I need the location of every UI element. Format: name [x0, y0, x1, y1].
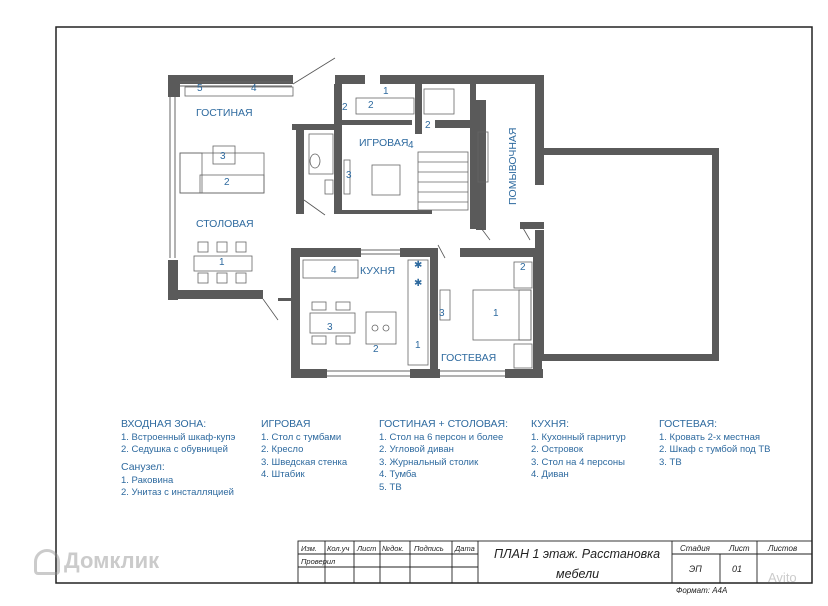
legend-item: 5. ТВ [379, 481, 402, 493]
legend-item: 1. Раковина [121, 474, 174, 486]
legend-item: 2. Унитаз с инсталляцией [121, 487, 234, 498]
marker-3-living: 3 [220, 151, 226, 162]
marker-2-entry: 2 [342, 102, 348, 113]
watermark-domclick-text: Домклик [64, 548, 160, 573]
tb-format: Формат: А4А [676, 586, 728, 595]
legend-item: 2. Угловой диван [379, 444, 454, 455]
marker-3-play: 3 [346, 170, 352, 181]
tb-stadia-header: Стадия [680, 544, 710, 553]
tb-title-line2: мебели [556, 567, 600, 581]
legend-living [379, 418, 508, 494]
tb-list: Лист [357, 544, 377, 553]
marker-1-kitchen: 1 [415, 340, 421, 351]
marker-1-play: 1 [383, 86, 389, 97]
legend-item: 4. Штабик [261, 469, 305, 480]
legend-bath-title: Санузел: [121, 461, 165, 473]
tb-title-line1: ПЛАН 1 этаж. Расстановка [494, 547, 661, 561]
legend-item: 4. Диван [531, 469, 569, 480]
legend-item: 2. Кресло [261, 444, 304, 455]
legend-item: 3. ТВ [659, 456, 682, 468]
legend-item: 1. Кухонный гарнитур [531, 431, 626, 443]
tb-data: Дата [455, 544, 475, 553]
marker-4-living: 4 [251, 83, 257, 94]
marker-2-living: 2 [224, 177, 230, 188]
legend-item: 2. Островок [531, 444, 583, 455]
marker-1-guest: 1 [493, 308, 499, 319]
marker-3-kitchen: 3 [327, 322, 333, 333]
room-play: ИГРОВАЯ [359, 137, 409, 149]
hood-icons [414, 260, 422, 289]
room-guest: ГОСТЕВАЯ [441, 352, 497, 364]
watermark-avito [768, 570, 797, 585]
legend-guest-title: ГОСТЕВАЯ: [659, 418, 718, 430]
legend-kitchen [531, 418, 626, 482]
marker-2-play: 2 [368, 100, 374, 111]
tb-list-header: Лист [729, 544, 750, 553]
legend-play [261, 418, 347, 482]
legend-bath [121, 461, 234, 500]
tb-izm: Изм. [301, 544, 317, 553]
room-laundry: ПОМЫВОЧНАЯ [507, 127, 519, 205]
marker-4-play: 4 [408, 140, 414, 151]
watermark-avito-text: Avito [768, 570, 797, 585]
tb-kol: Кол.уч [327, 544, 350, 553]
legend-item: 3. Стол на 4 персоны [531, 456, 625, 468]
legend-item: 1. Стол с тумбами [261, 431, 342, 443]
legend-item: 1. Встроенный шкаф-купэ [121, 431, 236, 443]
legend-living-title: ГОСТИНАЯ + СТОЛОВАЯ: [379, 418, 509, 430]
svg-text:✱: ✱ [414, 278, 423, 289]
legend-guest [659, 418, 771, 469]
legend-kitchen-title: КУХНЯ: [531, 418, 569, 430]
legend-item: 4. Тумба [379, 469, 417, 480]
tb-stadia: ЭП [689, 564, 702, 574]
legend-item: 3. Шведская стенка [261, 456, 348, 468]
marker-4-kitchen: 4 [331, 265, 337, 276]
room-dining: СТОЛОВАЯ [196, 218, 254, 230]
legend-item: 2. Седушка с обувницей [121, 444, 228, 455]
legend-item: 3. Журнальный столик [379, 456, 479, 468]
marker-2-kitchen: 2 [373, 344, 379, 355]
house-logo-icon [34, 549, 60, 575]
marker-5: 5 [197, 83, 203, 94]
legend-entry [121, 418, 235, 457]
tb-proveril: Проверил [301, 557, 336, 566]
marker-3-guest: 3 [439, 308, 445, 319]
tb-ndok: №док. [382, 544, 405, 553]
legend-play-title: ИГРОВАЯ [261, 418, 311, 430]
svg-text:✱: ✱ [414, 260, 423, 271]
legend-item: 1. Стол на 6 персон и более [379, 431, 504, 443]
legend-item: 2. Шкаф с тумбой под ТВ [659, 444, 771, 455]
marker-2-guest: 2 [520, 262, 526, 273]
marker-1-dining: 1 [219, 257, 225, 268]
tb-list-number: 01 [732, 564, 743, 574]
legend-item: 1. Кровать 2-х местная [659, 431, 761, 443]
watermark-domclick [34, 548, 159, 575]
legend-entry-title: ВХОДНАЯ ЗОНА: [121, 418, 207, 430]
room-kitchen: КУХНЯ [360, 265, 396, 277]
room-living: ГОСТИНАЯ [196, 107, 253, 119]
tb-listov-header: Листов [768, 544, 798, 553]
tb-podpis: Подпись [414, 544, 444, 553]
marker-2-laundry: 2 [425, 120, 431, 131]
